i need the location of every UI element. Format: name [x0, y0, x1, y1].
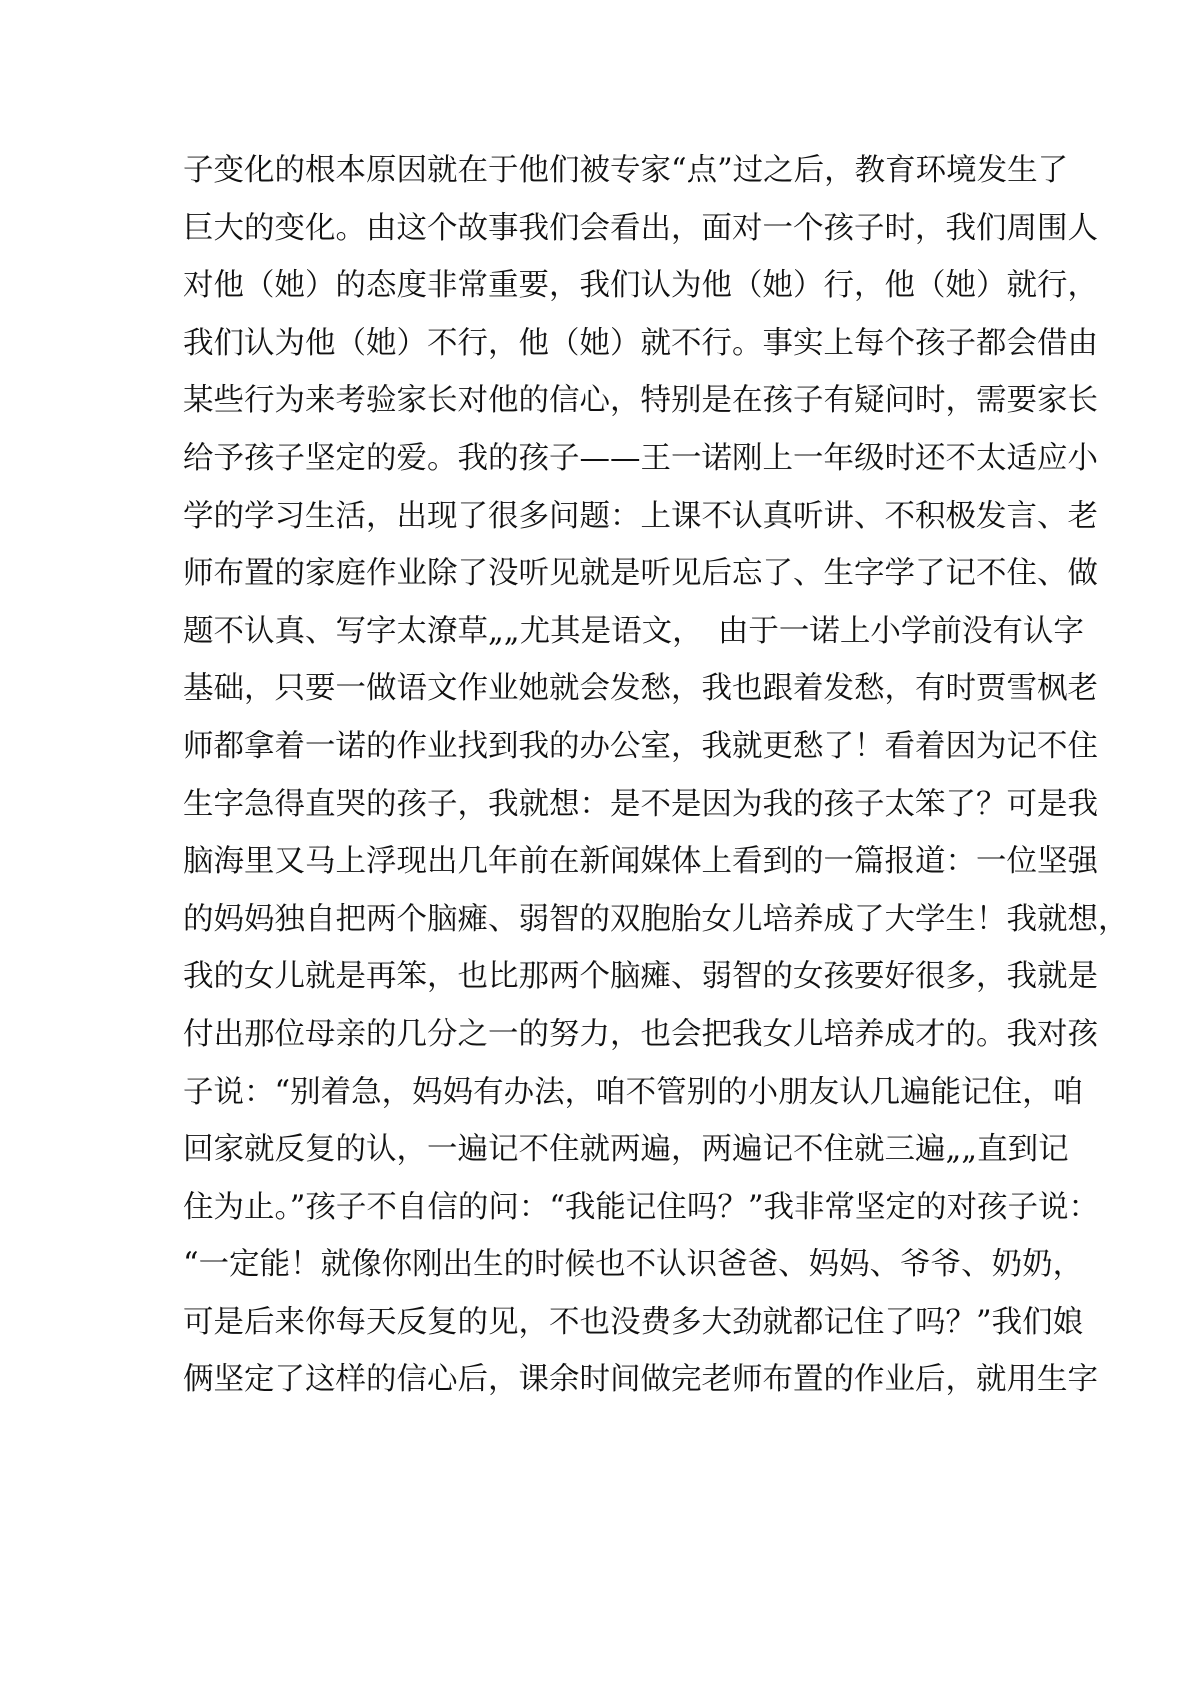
- text-line-16: 付出那位母亲的几分之一的努力，也会把我女儿培养成才的。我对孩: [183, 1016, 1098, 1052]
- text-line-20: “一定能！就像你刚出生的时候也不认识爸爸、妈妈、爷爷、奶奶，: [183, 1247, 1084, 1283]
- text-line-1: 子变化的根本原因就在于他们被专家“点”过之后，教育环境发生了: [183, 153, 1069, 188]
- text-line-11: 师都拿着一诺的作业找到我的办公室，我就更愁了！看着因为记不住: [183, 728, 1098, 764]
- text-line-18: 回家就反复的认，一遍记不住就两遍，两遍记不住就三遍„„直到记: [183, 1132, 1069, 1168]
- text-line-6: 给予孩子坚定的爱。我的孩子——王一诺刚上一年级时还不太适应小: [183, 440, 1098, 476]
- text-line-9: 题不认真、写字太潦草„„尤其是语文， 由于一诺上小学前没有认字: [183, 613, 1084, 649]
- text-line-14: 的妈妈独自把两个脑瘫、弱智的双胞胎女儿培养成了大学生！我就想，: [183, 901, 1129, 937]
- text-line-2: 巨大的变化。由这个故事我们会看出，面对一个孩子时，我们周围人: [183, 210, 1098, 246]
- text-line-22: 俩坚定了这样的信心后，课余时间做完老师布置的作业后，就用生字: [183, 1362, 1098, 1398]
- text-line-17: 子说：“别着急，妈妈有办法，咱不管别的小朋友认几遍能记住，咱: [183, 1074, 1084, 1110]
- text-line-12: 生字急得直哭的孩子，我就想：是不是因为我的孩子太笨了？可是我: [183, 786, 1098, 822]
- text-line-13: 脑海里又马上浮现出几年前在新闻媒体上看到的一篇报道：一位坚强: [183, 844, 1098, 880]
- text-line-21: 可是后来你每天反复的见，不也没费多大劲就都记住了吗？”我们娘: [183, 1304, 1084, 1340]
- text-line-5: 某些行为来考验家长对他的信心，特别是在孩子有疑问时，需要家长: [183, 383, 1098, 419]
- text-line-19: 住为止。”孩子不自信的问：“我能记住吗？”我非常坚定的对孩子说：: [183, 1189, 1100, 1225]
- text-line-15: 我的女儿就是再笨，也比那两个脑瘫、弱智的女孩要好很多，我就是: [183, 959, 1098, 995]
- text-line-8: 师布置的家庭作业除了没听见就是听见后忘了、生字学了记不住、做: [183, 556, 1098, 592]
- text-line-4: 我们认为他（她）不行，他（她）就不行。事实上每个孩子都会借由: [183, 325, 1098, 361]
- text-line-10: 基础，只要一做语文作业她就会发愁，我也跟着发愁，有时贾雪枫老: [183, 671, 1098, 707]
- text-line-7: 学的学习生活，出现了很多问题：上课不认真听讲、不积极发言、老: [183, 498, 1098, 534]
- body-text: [183, 142, 1129, 1409]
- text-line-3: 对他（她）的态度非常重要，我们认为他（她）行，他（她）就行，: [183, 268, 1098, 304]
